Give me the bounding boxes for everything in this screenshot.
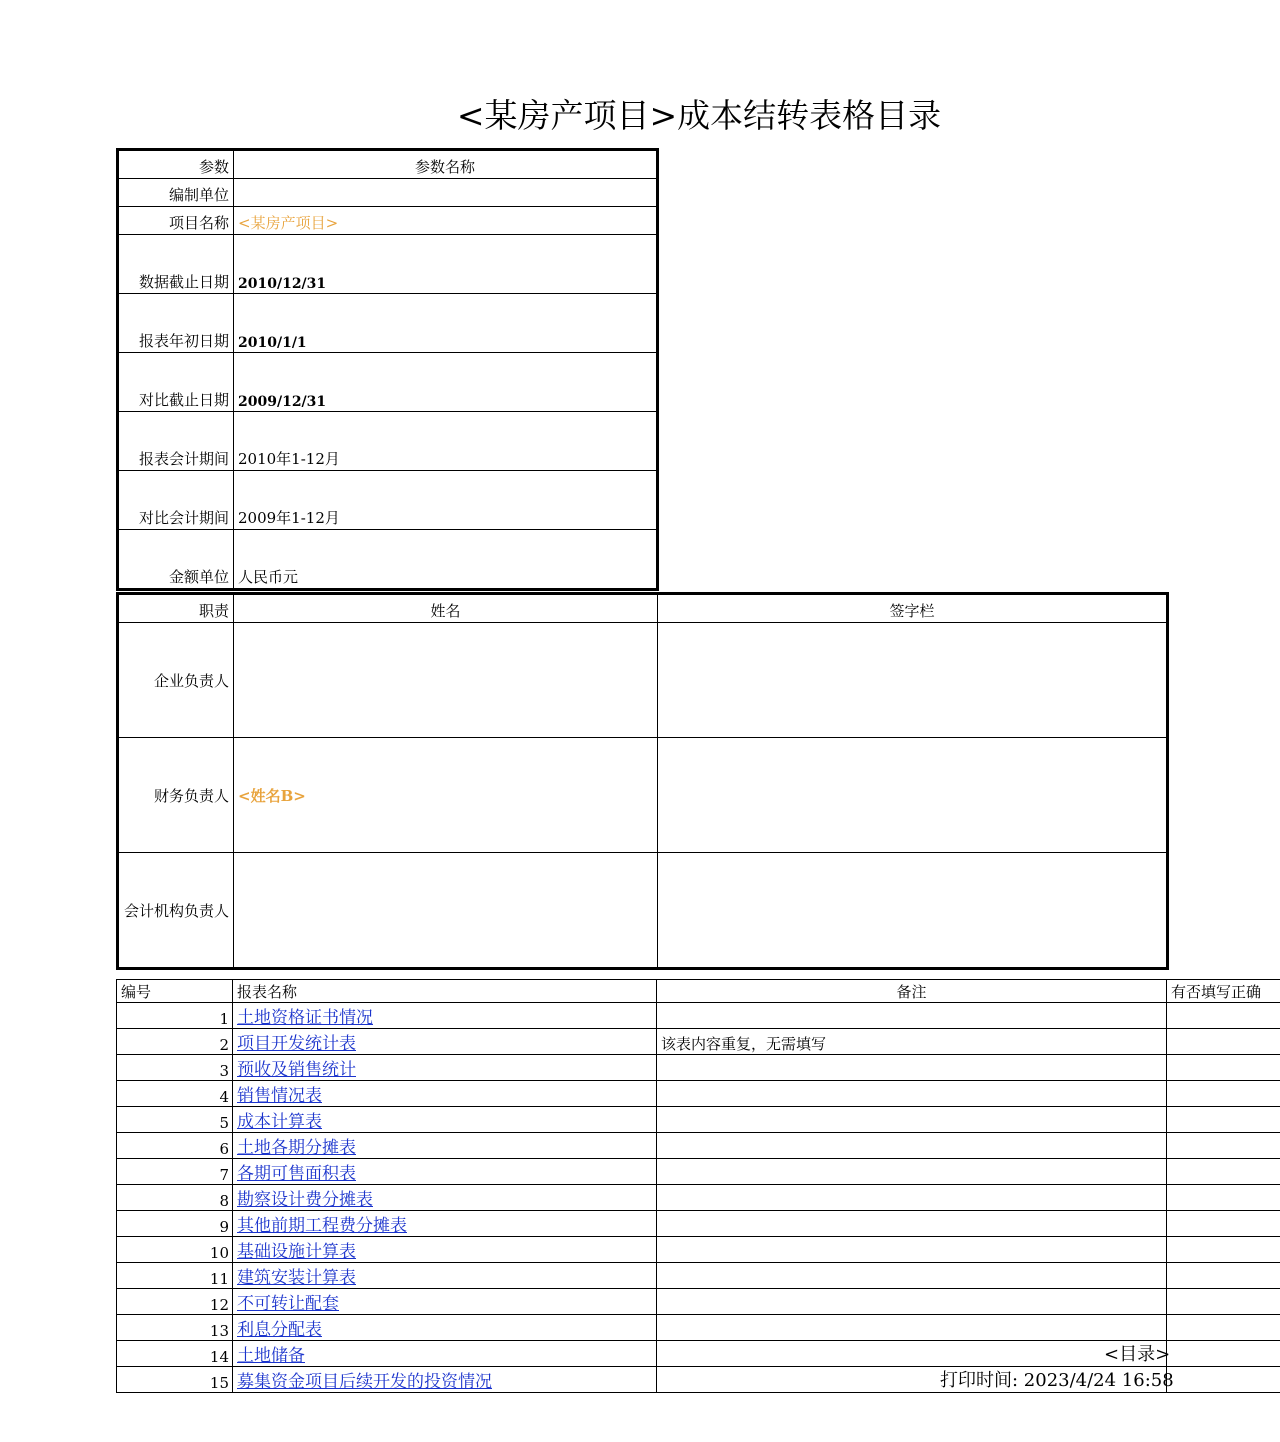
catalog-check-cell[interactable] [1167,1341,1280,1367]
param-row [118,207,658,235]
sign-signature-cell[interactable] [658,623,1168,738]
signature-row [118,853,1168,969]
catalog-header-row [117,980,1280,1003]
catalog-report-link[interactable]: 土地储备 [237,1346,305,1366]
catalog-report-link[interactable]: 其他前期工程费分摊表 [237,1216,407,1236]
catalog-note [657,1341,1167,1367]
page-title: <某房产项目>成本结转表格目录 [456,96,942,135]
signature-header-row [118,594,1168,623]
catalog-number: 3 [117,1055,233,1081]
catalog-report-link[interactable]: 勘察设计费分摊表 [237,1190,373,1210]
catalog-check-cell[interactable] [1167,1315,1280,1341]
catalog-number: 8 [117,1185,233,1211]
param-value[interactable]: 2010/1/1 [234,294,658,353]
param-label: 对比会计期间 [118,471,234,530]
catalog-check-cell[interactable] [1167,1107,1280,1133]
catalog-row [117,1081,1280,1107]
catalog-number: 2 [117,1029,233,1055]
catalog-report-link[interactable]: 土地各期分摊表 [237,1138,356,1158]
catalog-row [117,1159,1280,1185]
catalog-note [657,1185,1167,1211]
catalog-report-link[interactable]: 不可转让配套 [237,1294,339,1314]
catalog-note: 该表内容重复，无需填写 [657,1029,1167,1055]
parameter-table [116,148,659,591]
catalog-number: 4 [117,1081,233,1107]
param-value[interactable] [234,179,658,207]
catalog-note [657,1263,1167,1289]
catalog-check-cell[interactable] [1167,1133,1280,1159]
catalog-number: 15 [117,1367,233,1393]
catalog-report-link[interactable]: 土地资格证书情况 [237,1008,373,1028]
catalog-number: 9 [117,1211,233,1237]
param-row [118,530,658,590]
sign-name[interactable] [234,623,658,738]
catalog-check-cell[interactable] [1167,1159,1280,1185]
param-row [118,294,658,353]
report-catalog-table [116,979,1280,1393]
catalog-note [657,1159,1167,1185]
catalog-row [117,1107,1280,1133]
param-row [118,353,658,412]
catalog-number: 6 [117,1133,233,1159]
param-value[interactable]: <某房产项目> [234,207,658,235]
catalog-note [657,1211,1167,1237]
catalog-number: 5 [117,1107,233,1133]
catalog-note [657,1107,1167,1133]
catalog-number: 12 [117,1289,233,1315]
param-value[interactable]: 2010年1-12月 [234,412,658,471]
toc-link[interactable]: <目录> [1104,1344,1171,1365]
catalog-number: 13 [117,1315,233,1341]
catalog-report-link[interactable]: 预收及销售统计 [237,1060,356,1080]
param-value[interactable]: 人民币元 [234,530,658,590]
sign-header-name: 姓名 [234,594,658,623]
sign-name[interactable]: <姓名B> [234,738,658,853]
catalog-header-check: 有否填写正确 [1167,980,1280,1003]
catalog-note [657,1237,1167,1263]
catalog-check-cell[interactable] [1167,1081,1280,1107]
catalog-row [117,1055,1280,1081]
catalog-row [117,1185,1280,1211]
catalog-row [117,1029,1280,1055]
sign-role: 会计机构负责人 [118,853,234,969]
catalog-note [657,1133,1167,1159]
param-row [118,235,658,294]
print-time: 打印时间: 2023/4/24 16:58 [940,1370,1174,1391]
sign-role: 财务负责人 [118,738,234,853]
param-row [118,412,658,471]
catalog-check-cell[interactable] [1167,1185,1280,1211]
param-label: 编制单位 [118,179,234,207]
sign-signature-cell[interactable] [658,853,1168,969]
catalog-row [117,1315,1280,1341]
param-row [118,179,658,207]
catalog-note [657,1055,1167,1081]
catalog-header-name: 报表名称 [233,980,657,1003]
catalog-report-link[interactable]: 项目开发统计表 [237,1034,356,1054]
catalog-row [117,1237,1280,1263]
catalog-check-cell[interactable] [1167,1289,1280,1315]
param-label: 报表会计期间 [118,412,234,471]
param-row [118,471,658,530]
catalog-report-link[interactable]: 成本计算表 [237,1112,322,1132]
param-label: 对比截止日期 [118,353,234,412]
catalog-report-link[interactable]: 利息分配表 [237,1320,322,1340]
param-header-name: 参数名称 [234,150,658,179]
catalog-note [657,1315,1167,1341]
param-label: 项目名称 [118,207,234,235]
catalog-report-link[interactable]: 基础设施计算表 [237,1242,356,1262]
signature-row [118,738,1168,853]
catalog-check-cell[interactable] [1167,1211,1280,1237]
catalog-number: 1 [117,1003,233,1029]
catalog-check-cell[interactable] [1167,1029,1280,1055]
catalog-report-link[interactable]: 销售情况表 [237,1086,322,1106]
sign-signature-cell[interactable] [658,738,1168,853]
parameter-header-row [118,150,658,179]
catalog-number: 7 [117,1159,233,1185]
catalog-row [117,1133,1280,1159]
catalog-check-cell[interactable] [1167,1055,1280,1081]
catalog-header-note: 备注 [657,980,1167,1003]
catalog-report-link[interactable]: 各期可售面积表 [237,1164,356,1184]
catalog-header-number: 编号 [117,980,233,1003]
catalog-row [117,1211,1280,1237]
param-value[interactable]: 2009年1-12月 [234,471,658,530]
param-label: 数据截止日期 [118,235,234,294]
sign-header-signature: 签字栏 [658,594,1168,623]
catalog-row [117,1263,1280,1289]
catalog-report-link[interactable]: 募集资金项目后续开发的投资情况 [237,1372,492,1392]
catalog-row [117,1289,1280,1315]
catalog-report-link[interactable]: 建筑安装计算表 [237,1268,356,1288]
catalog-note [657,1289,1167,1315]
param-label: 报表年初日期 [118,294,234,353]
signature-row [118,623,1168,738]
param-label: 金额单位 [118,530,234,590]
catalog-number: 10 [117,1237,233,1263]
catalog-check-cell[interactable] [1167,1237,1280,1263]
catalog-number: 14 [117,1341,233,1367]
param-header-label: 参数 [118,150,234,179]
signature-table [116,592,1169,970]
catalog-check-cell[interactable] [1167,1263,1280,1289]
param-value[interactable]: 2009/12/31 [234,353,658,412]
catalog-check-cell[interactable] [1167,1367,1280,1393]
sign-role: 企业负责人 [118,623,234,738]
catalog-number: 11 [117,1263,233,1289]
sign-name[interactable] [234,853,658,969]
catalog-note [657,1003,1167,1029]
sign-header-role: 职责 [118,594,234,623]
catalog-note [657,1081,1167,1107]
param-value[interactable]: 2010/12/31 [234,235,658,294]
catalog-row [117,1003,1280,1029]
catalog-check-cell[interactable] [1167,1003,1280,1029]
